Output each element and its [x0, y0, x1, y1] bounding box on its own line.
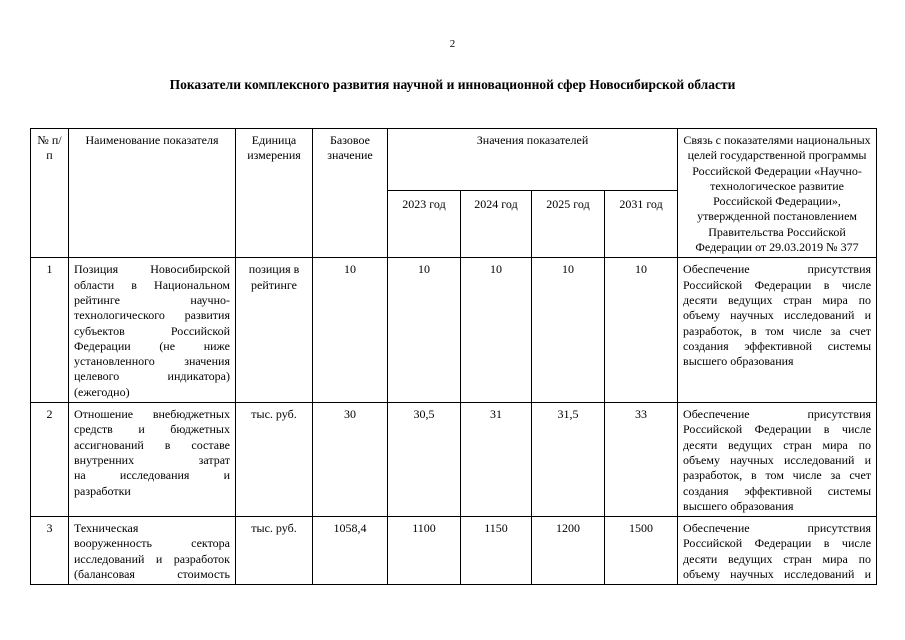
row-link: Обеспечение присутствия Российской Федерации в числе десяти ведущих стран мира по объему научных исследований и	[678, 517, 877, 585]
table-row	[31, 258, 877, 403]
row-value-2024: 1150	[461, 517, 532, 585]
row-num: 3	[31, 517, 69, 585]
row-name: Отношение внебюджетных средств и бюджетных ассигнований в составе внутренних затрат на исследования и разработки	[69, 403, 236, 517]
row-value-2023: 10	[388, 258, 461, 403]
table-row	[31, 403, 877, 517]
row-value-2025: 1200	[532, 517, 605, 585]
row-value-2023: 30,5	[388, 403, 461, 517]
row-name: Техническая вооруженность сектора исследований и разработок (балансовая стоимость	[69, 517, 236, 585]
table-row	[31, 517, 877, 585]
row-base: 30	[313, 403, 388, 517]
document-title: Показатели комплексного развития научной и инновационной сфер Новосибирской области	[169, 77, 736, 92]
header-link: Связь с показателями национальных целей государственной программы Российской Федерации «Научно-технологическое развитие Российской Федерации», утвержденной постановлением Правительства Российской Федерации от 29.03.2019 № 377	[678, 129, 877, 258]
row-link: Обеспечение присутствия Российской Федерации в числе десяти ведущих стран мира по объему научных исследований и разработок, в том числе за счет создания эффективной системы высшего образования	[678, 403, 877, 517]
row-base: 1058,4	[313, 517, 388, 585]
row-unit: тыс. руб.	[236, 403, 313, 517]
page-number: 2	[449, 38, 456, 50]
header-year-2024: 2024 год	[461, 190, 532, 257]
table-header	[31, 129, 877, 258]
header-name: Наименование показателя	[69, 129, 236, 258]
row-name: Позиция Новосибирской области в Национальном рейтинге научно- технологического развития субъектов Российской Федерации (не ниже установленного значения целевого индикатора) (ежегодно)	[69, 258, 236, 403]
row-num: 2	[31, 403, 69, 517]
row-value-2025: 31,5	[532, 403, 605, 517]
header-year-2025: 2025 год	[532, 190, 605, 257]
header-num: № п/п	[31, 129, 69, 258]
header-year-2031: 2031 год	[605, 190, 678, 257]
row-value-2024: 10	[461, 258, 532, 403]
row-unit: тыс. руб.	[236, 517, 313, 585]
row-unit: позиция в рейтинге	[236, 258, 313, 403]
header-base: Базовое значение	[313, 129, 388, 258]
row-value-2025: 10	[532, 258, 605, 403]
row-value-2031: 1500	[605, 517, 678, 585]
row-value-2023: 1100	[388, 517, 461, 585]
header-values-group: Значения показателей	[388, 129, 678, 191]
row-value-2024: 31	[461, 403, 532, 517]
row-value-2031: 10	[605, 258, 678, 403]
header-unit: Единица измерения	[236, 129, 313, 258]
indicators-table	[30, 128, 877, 585]
row-link: Обеспечение присутствия Российской Федерации в числе десяти ведущих стран мира по объему научных исследований и разработок, в том числе за счет создания эффективной системы высшего образования	[678, 258, 877, 403]
row-value-2031: 33	[605, 403, 678, 517]
header-year-2023: 2023 год	[388, 190, 461, 257]
row-base: 10	[313, 258, 388, 403]
row-num: 1	[31, 258, 69, 403]
